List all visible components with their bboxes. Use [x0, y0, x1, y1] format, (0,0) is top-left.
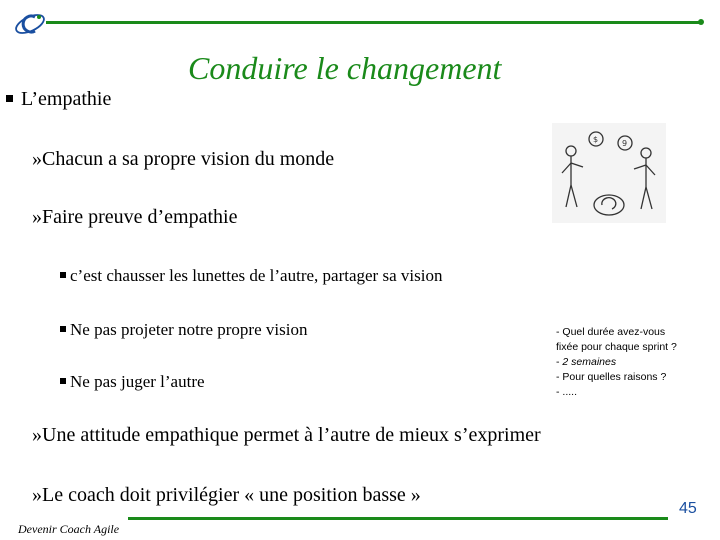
point-position-basse: »Le coach doit privilégier « une position basse »	[32, 484, 421, 506]
point-empathie: »Faire preuve d’empathie	[32, 206, 238, 228]
two-people-perspective-illustration	[552, 123, 666, 223]
note-line: - .....	[556, 386, 577, 398]
c-swirl-logo-icon	[8, 6, 52, 42]
bottom-rule	[128, 517, 668, 520]
top-rule-end	[698, 19, 704, 25]
point-attitude: »Une attitude empathique permet à l’autre de mieux s’exprimer	[32, 424, 541, 446]
slide-title: Conduire le changement	[188, 50, 502, 86]
note-line: - Quel durée avez-vous	[556, 326, 666, 338]
subpoint-text: Ne pas juger l’autre	[70, 372, 205, 391]
square-bullet-icon	[60, 272, 66, 278]
note-line: - Pour quelles raisons ?	[556, 371, 667, 383]
square-bullet-icon	[60, 326, 66, 332]
point-vision: »Chacun a sa propre vision du monde	[32, 148, 335, 170]
note-prefix: -	[556, 356, 563, 368]
page-number: 45	[679, 500, 697, 517]
section-heading-text: L’empathie	[21, 88, 112, 110]
footer-text: Devenir Coach Agile	[18, 522, 120, 536]
svg-text:9: 9	[622, 139, 628, 148]
note-line: fixée pour chaque sprint ?	[556, 341, 677, 353]
top-rule	[46, 21, 702, 24]
note-answer: 2 semaines	[562, 356, 617, 368]
subpoint-projeter	[60, 320, 307, 340]
square-bullet-icon	[60, 378, 66, 384]
subpoint-juger	[60, 372, 205, 392]
note-line	[556, 355, 706, 370]
subpoint-text: c’est chausser les lunettes de l’autre, partager sa vision	[70, 266, 443, 285]
subpoint-text: Ne pas projeter notre propre vision	[70, 320, 308, 339]
svg-text:$: $	[593, 135, 599, 144]
subpoint-lunettes	[60, 266, 442, 286]
sprint-question-note	[556, 325, 706, 400]
section-heading	[6, 88, 111, 111]
square-bullet-icon	[6, 95, 13, 102]
